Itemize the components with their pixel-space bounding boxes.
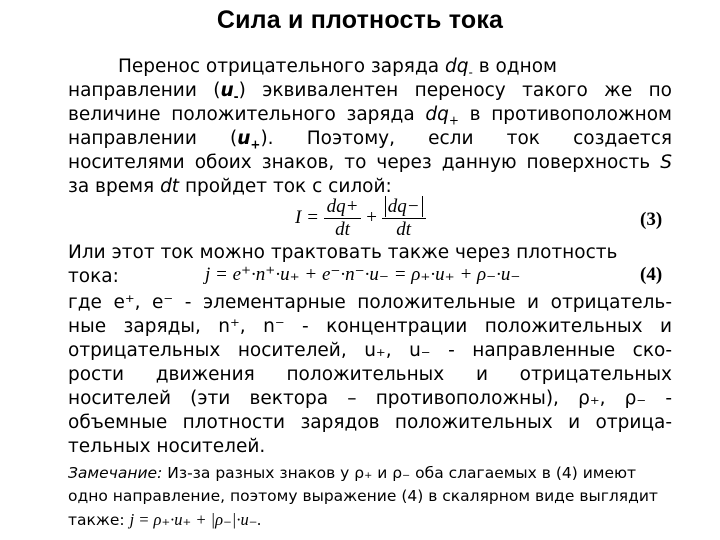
paragraph3-line6: объемные плотности зарядов положительных и отрица- xyxy=(68,412,672,433)
paragraph3-line2: ные заряды, n⁺, n⁻ - концентрации положительных и xyxy=(68,316,672,337)
paragraph3-line4: рости движения положительных и отрицательных xyxy=(68,364,672,385)
note-line1: Замечание: Из-за разных знаков у ρ₊ и ρ₋ оба слагаемых в (4) имеют xyxy=(68,464,637,482)
paragraph3-line1: где e⁺, e⁻ - элементарные положительные и отрицатель- xyxy=(68,292,672,313)
paragraph1-line6: за время dt пройдет ток с силой: xyxy=(68,176,392,197)
eq3-fraction-1: $\frac{dq+}{dt}$ xyxy=(324,196,362,241)
paragraph2-line2: тока: xyxy=(68,266,119,287)
paragraph2-line1: Или этот ток можно трактовать также через плотность xyxy=(68,242,618,263)
paragraph1-line5: носителями обоих знаков, то через данную поверхность S xyxy=(68,152,672,173)
equation-3: I = $\frac{dq+}{dt}$ + $\frac{dq-}{dt}$ xyxy=(295,196,426,241)
eq3-lhs: I = xyxy=(295,206,319,228)
paragraph3-line5: носителей (эти вектора – противоположны), ρ₊, ρ₋ - xyxy=(68,388,672,409)
page-title: Сила и плотность тока xyxy=(216,6,504,34)
paragraph1-line3: величине положительного заряда $dq_+$ в противоположном xyxy=(68,104,672,128)
note-line2: одно направление, поэтому выражение (4) в скалярном виде выглядит xyxy=(68,487,658,505)
paragraph3-line7: тельных носителей. xyxy=(68,436,266,457)
eq3-fraction-2: $\frac{dq-}{dt}$ xyxy=(382,196,426,241)
equation-4-number: (4) xyxy=(640,264,663,285)
paragraph1-line4: направлении $(u_+)$. Поэтому, если ток создается xyxy=(68,128,672,152)
paragraph1-line1: Перенос отрицательного заряда $dq_-$ в одном xyxy=(118,56,557,80)
note-line3: также: j = ρ₊·u₊ + |ρ₋|·u₋. xyxy=(68,510,262,529)
equation-3-number: (3) xyxy=(640,209,663,230)
paragraph3-line3: отрицательных носителей, u₊, u₋ - направленные ско- xyxy=(68,340,672,361)
equation-4: j = e⁺·n⁺·u₊ + e⁻·n⁻·u₋ = ρ₊·u₊ + ρ₋·u₋ xyxy=(205,264,521,285)
note-label: Замечание: xyxy=(68,464,163,482)
paragraph1-line2: направлении $(u_-)$ эквивалентен переносу такого же по xyxy=(68,80,672,104)
